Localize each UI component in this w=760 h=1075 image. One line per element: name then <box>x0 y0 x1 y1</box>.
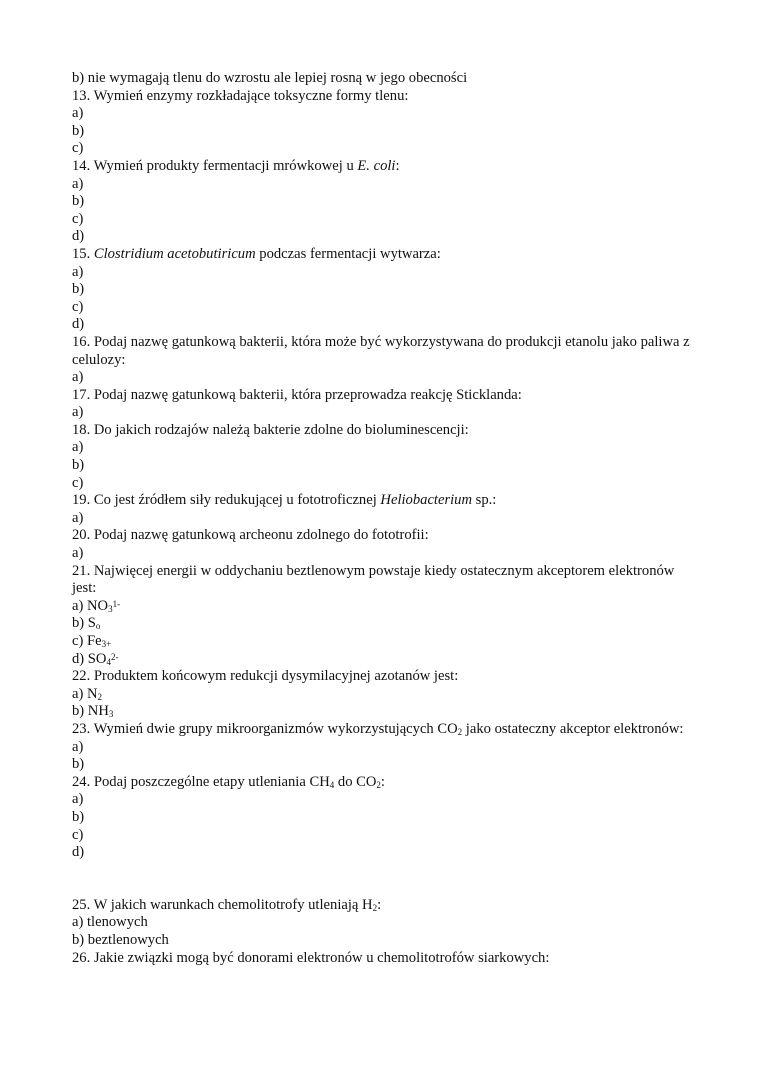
answer-line: a) tlenowych <box>72 914 148 931</box>
answer-line: b) $NH_3$ <box>72 703 114 720</box>
answer-line: c) <box>72 140 84 157</box>
question-20: 20. Podaj nazwę gatunkową archeonu zdolnego do fototrofii: <box>72 527 429 544</box>
question-17: 17. Podaj nazwę gatunkową bakterii, która przeprowadza reakcję Sticklanda: <box>72 386 522 403</box>
question-21: 21. Najwięcej energii w oddychaniu beztlenowym powstaje kiedy ostatecznym akceptorem elektronów jest: <box>72 562 675 597</box>
question-13: 13. Wymień enzymy rozkładające toksyczne formy tlenu: <box>72 87 409 104</box>
question-23: 23. Wymień dwie grupy mikroorganizmów wykorzystujących $CO_2$ jako ostateczny akceptor elektronów: <box>72 720 684 737</box>
answer-line: a) <box>72 545 84 562</box>
blank-space <box>72 862 692 897</box>
question-14: 14. Wymień produkty fermentacji mrówkowej u E. coli: <box>72 157 400 174</box>
question-24: 24. Podaj poszczególne etapy utleniania $CH_4$ do $CO_2$: <box>72 773 385 790</box>
answer-line: b) $S_o$ <box>72 615 101 632</box>
question-19: 19. Co jest źródłem siły redukującej u fototroficznej Heliobacterium sp.: <box>72 492 497 509</box>
answer-line: a) $N_2$ <box>72 685 103 702</box>
answer-line: d) $SO_4^{2-}$ <box>72 650 119 667</box>
question-16: 16. Podaj nazwę gatunkową bakterii, która może być wykorzystywana do produkcji etanolu jako paliwa z celulozy: <box>72 333 690 368</box>
answer-line: c) <box>72 474 84 491</box>
answer-line: a) <box>72 369 84 386</box>
answer-line: d) <box>72 316 85 333</box>
answer-line: a) <box>72 175 84 192</box>
answer-line: a) $NO_3^{1-}$ <box>72 597 121 614</box>
document-page <box>72 70 692 967</box>
answer-line: c) $Fe_{3+}$ <box>72 633 112 649</box>
question-22: 22. Produktem końcowym redukcji dysymilacyjnej azotanów jest: <box>72 668 459 685</box>
answer-line: b) beztlenowych <box>72 931 169 948</box>
answer-line: a) <box>72 791 84 808</box>
answer-line: d) <box>72 844 85 861</box>
answer-line: c) <box>72 210 84 227</box>
question-18: 18. Do jakich rodzajów należą bakterie zdolne do bioluminescencji: <box>72 421 469 438</box>
answer-line: a) <box>72 263 84 280</box>
answer-line: a) <box>72 439 84 456</box>
answer-line: b) <box>72 457 85 474</box>
answer-line: a) <box>72 404 84 421</box>
answer-line: b) <box>72 756 85 773</box>
answer-line: b) <box>72 193 85 210</box>
question-26: 26. Jakie związki mogą być donorami elektronów u chemolitotrofów siarkowych: <box>72 949 550 966</box>
answer-line: a) <box>72 105 84 122</box>
answer-line: c) <box>72 826 84 843</box>
answer-line: b) <box>72 122 85 139</box>
answer-line: b) nie wymagają tlenu do wzrostu ale lepiej rosną w jego obecności <box>72 70 468 86</box>
answer-line: b) <box>72 281 85 298</box>
question-25: 25. W jakich warunkach chemolitotrofy utleniają $H_2$: <box>72 896 382 913</box>
answer-line: a) <box>72 738 84 755</box>
answer-line: b) <box>72 808 85 825</box>
question-15: 15. Clostridium acetobutiricum podczas fermentacji wytwarza: <box>72 245 441 262</box>
answer-line: a) <box>72 509 84 526</box>
answer-line: c) <box>72 298 84 315</box>
answer-line: d) <box>72 228 85 245</box>
